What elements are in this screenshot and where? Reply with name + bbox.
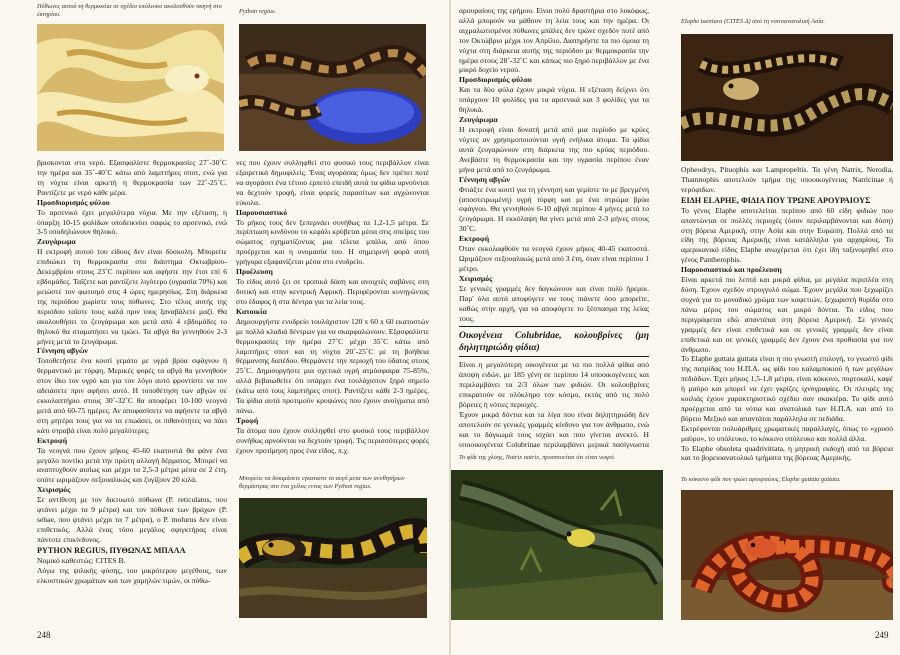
left-column-2 <box>236 158 429 468</box>
section-heading: Ζευγάρωμα <box>459 115 498 125</box>
photo-elaphe-taeniura <box>681 34 893 161</box>
section-heading: Χειρισμός <box>459 273 493 283</box>
photo-corn-snake <box>681 490 893 620</box>
paragraph: Λόγω της ψιλικής φύσης, του μικρότερου μεγέθους, των ελκυστικών χρωμάτων και των χαμηλών τιμών, οι πύθω- <box>37 565 227 585</box>
paragraph: Τα νεογνά που έχουν μήκος 45-60 εκατοστά θα φάνε ένα μεγάλο ποντίκι μετά την πρώτη αλλαγή δέρματος. Μπορεί να αναπτυχθούν αισίως και μέχρι τα 2,5-3 μέτρα μέσα σε 2 έτη, οπότε ωριμάζουν σεξουαλικώς και ζυγίζουν 20 κιλά. <box>37 445 227 485</box>
caption-corn-snake: Το κόκκινο φίδι που τρώει αρουραίους, Elaphe guttata guttata. <box>681 476 841 483</box>
paragraph: Σε γενικές γραμμές δεν δαγκώνουν και είναι πολύ ήρεμοι. Παρ' όλα αυτά αποφύγετε να τους πιάνετε όσο μπορείτε, καθώς στην αρχή, για να αποφύγετε το ξέσπασμα της λείας τους. <box>459 283 649 323</box>
right-column-1 <box>459 6 649 451</box>
photo-yellow-python <box>37 24 224 151</box>
paragraph: αρουραίους της ερήμου. Είναι πολύ δραστήρια στο λυκόφως, αλλά μπορούν να μάθουν τη λεία τους και την ημέρα. Οι αιχμαλωτισμένοι πύθωνες μπάλες δεν τρώνε σχεδόν ποτέ από τον Οκτώβριο μέχρι τον Απρίλιο. Διατηρήστε τα πιο όμοια τη νύχτα στη διάρκεια αυτής της περιόδου με θερμοκρασία την ημέρα στους 28˚-32˚C και κάπως πιο ξηρό περιβάλλον με ένα μικρό δοχείο νερού. <box>459 6 649 75</box>
paragraph: Και τα δύο φύλα έχουν μικρά νύχια. Η εξέταση δείχνει ότι υπάρχουν 10 φολίδες για τα αρσενικά και 3 φολίδες για τα θηλυκά. <box>459 85 649 115</box>
paragraph: Τα άτομα που έχουν συλληφθεί στο φυσικό τους περιβάλλον συνήθως αρνούνται να δεχτούν τροφή. Τις περισσότερες φορές έχουν προτίμηση προς ένα είδος, π.χ. <box>236 425 429 455</box>
paragraph: Δημιουργήστε ενυδρείο τουλάχιστον 120 x 60 x 60 εκατοστών με πολλά κλαδιά δέντρων για να σκαρφαλώνουν. Εξασφαλίστε θερμοκρασίες την ημέρα 27˚C μέχρι 35˚C κάτω από λαμπτήρες σποτ και τη νύχτα 20˚-25˚C με τη βοήθεια θέρμανσης δαπέδου. Θερμάνετε την περιοχή του ύδατος στους 25˚C. Δημιουργήστε μια σχετικά υγρή ατμόσφαιρα 75-85%, αλλά βεβαιωθείτε ότι υπάρχει ένα τουλάχιστον ξηρό σημείο (κάτω από τους λαμπτήρες σποτ). Ραντίζετε κάθε 2-3 ημέρες. Τα φίδια αυτά προτιμούν κρυψώνες που έχουν ανοίγματα από πάνω. <box>236 316 429 415</box>
paragraph: Τοποθετήστε ένα κουτί γεμάτο με υγρά βρύα σφάγνου ή θερμαντικό με τύρφη. Μερικές φορές τα αβγά θα γεννηθούν στον ίδιο τον υγρό και για τον λόγο αυτό φροντίστε να τον αδειάσετε πριν αφήσει αυτό. Η τοποθέτηση των αβγών σε εκκολαπτήριο στους 30˚-32˚C θα αποφέρει 10-100 νεογνά μετά από 60-75 ημέρες. Αν αποφασίσετε να αφήσετε τα αβγά στη μητέρα τους για να τα επωάσει, οι πιθανότητες να πάει κάτι στραβά είναι πολύ μεγαλύτερες. <box>37 356 227 435</box>
paragraph: Το είδος αυτό ζει σε τροπικά δάση και ανοιχτές σαβάνες στη δυτική και στην κεντρική Αφρική. Περιφέρονται κυνηγώντας στο έδαφος ή στα δέντρα για τα λεία τους. <box>236 277 429 306</box>
paragraph: Νομικό καθεστώς: CITES B. <box>37 555 126 565</box>
paragraph: Φτιάξτε ένα κουτί για τη γέννηση και γεμίστε το με βρεγμένη (αποστειρωμένη) υγρή τύρφη και με ένα στρώμα βρύα σφάγνου. Θα γεννηθούν 6-10 αβγά περίπου 4 μήνες μετά το ζευγάρωμα. Η εκκόλαψη θα γίνει μετά από 2-3 μήνες στους 30˚C. <box>459 184 649 234</box>
section-heading: Προέλευση <box>236 267 273 277</box>
caption-bottom: Μπορείτε να δοκιμάσετε εγκαταστε το αυγό μετα των ανυθητήρων θερμάστρας στο ένα χείλος εντος των Python regius. <box>239 475 405 490</box>
paragraph: Έχουν μικρά δόντια και τα λίγα που είναι δηλητηριώδη δεν αποτελούν σε γενικές γραμμές κίνδυνο για τον άνθρωπο, ενώ και το δάγκωμά τους ισχύει και που γίνεται ανεκτό. Η υποοικογένεια Colubrinae περιλαμβάνει μερικά πασίγνωστα <box>459 410 649 449</box>
family-heading: Οικογένεια Colubridae, κολουβρίνες (μη δηλητηριώδη φίδια) <box>459 330 649 353</box>
section-heading: Προσδιορισμός φύλου <box>37 197 110 207</box>
photo-grass-snake <box>451 470 663 620</box>
section-heading: Γέννηση αβγών <box>459 174 510 184</box>
photo-python-head <box>239 498 427 618</box>
section-heading: Παρουσιαστικό <box>236 207 288 217</box>
paragraph: Το αρσενικό έχει μεγαλύτερα νύχια. Με την εξέταση, η ύπαρξη 10-15 φολίδων υποδεικνύει σαφώς το αρσενικό, ενώ 3-5 υποδηλώνουν θηλυκό. <box>37 207 227 237</box>
paragraph: Είναι η μεγαλύτερη οικογένεια με τα πιο πολλά φίδια από άποψη ειδών, με 185 γένη σε περίπου 14 υποοικογένειες και περιλαμβάνει τα 2/3 όλων των φιδιών. Οι κολουβρίνες επικρατούν σε ολόκληρο τον κόσμο, εκτός από τις πολύ βόρειες ή νότιες περιοχές. <box>459 360 649 410</box>
right-page <box>451 0 900 655</box>
paragraph: Όταν εκκολαφθούν τα νεογνά έχουν μήκος 40-45 εκατοστά. Ωριμάζουν σεξουαλικώς μετά από 3 έτη, όταν είναι περίπου 1 μέτρο. <box>459 244 649 273</box>
divider <box>459 326 649 327</box>
paragraph: Είναι αρκετά πιο λεπτά και μικρά φίδια, με μεγάλα περιπλέα στη δύση. Έχουν σχεδόν στρογγυλό σώμα. Έχουν μεγάλα που ξεχωρίζει συχνά για το μοναδικό χρώμα των καφετιών, ξεχωριστή θυρίδα στο πάνω μέρος του σώματος και μικρό δόντια. Το είδος που περιγράφεται εδώ απαντάται στη βόρεια Αμερική. Σε γενικές γραμμές δεν είναι επιθετικά και σε γενικές γραμμές δεν είναι επιθετικά και σε γενικές γραμμές δεν έχουν ένα προθιασία για τον άνθρωπο. <box>681 275 893 354</box>
left-column-1 <box>37 158 227 623</box>
section-heading: Γέννηση αβγών <box>37 346 88 356</box>
right-column-2 <box>681 165 893 473</box>
paragraph: νες που έχουν συλληφθεί στο φυσικό τους περιβάλλον είναι εξαιρετικά δημοφιλείς. Ένας αγοράσας όμως δεν πρέπει ποτέ να αγοράσει ένα τέτοιο ερπετό επειδή αυτά τα φίδια αρνούνται να δεχτούν τροφή, είναι φορείς παρασίτων και αγχώνονται εύκολα. <box>236 158 429 207</box>
photo-ball-python-bowl <box>239 24 426 151</box>
caption-grass-snake: Το φίδι της χλόης, Natrix natrix, προσποιείται ότι είναι νεκρό. <box>459 454 616 461</box>
section-heading: Τροφή <box>236 415 259 425</box>
section-heading: Εκτροφή <box>459 234 490 244</box>
section-heading: Παρουσιαστικό και προέλευση <box>681 265 782 275</box>
section-heading: Χειρισμός <box>37 485 71 495</box>
page-number-right: 249 <box>875 630 889 640</box>
paragraph: Η εκτροφή αυτού του είδους δεν είναι δύσκολη. Μπορείτε επιδιώκει τη θερμοκρασία στο διάστημα Οκτωβρίου-Δεκεμβρίου στους 23˚C περίπου και αφήστε την έτσι επί 6 εβδομάδες. Ταΐζετε και ραντίζετε λιγότερο (υγρασία 70%) και μειώστε τον φωτισμό στις 4 ώρες ημερησίως. Στη διάρκεια της περιόδου χωρίστε τους πύθωνες. Στο τέλος αυτής της περιόδου ταΐστε τους καλά πριν τους ξαναβάλετε μαζί. Θα ακολουθήσει το ζευγάρωμα και μετά από 4 εβδομάδες το θηλυκό θα σταματήσει να τρώει. Τα αβγά θα γεννηθούν 2-3 μήνες μετά το ζευγάρωμα. <box>37 247 227 346</box>
paragraph: Το γένος Elaphe αποτελείται περίπου από 60 είδη φιδιών που απαντώνται σε πολλές περιοχές (όσον περιλαμβάνονται και δύση) στη βόρεια Αμερική, στην Ασία και στην Ευρώπη. Πολλά από τα είδη της βόρειας Αμερικής είναι κατάλληλα για αρχαρίους. Το αμερικανικό είδος Elaphe ανωχέρεται ότι έχει ίδη ταξινομηθεί στο γένος Pantherophis. <box>681 205 893 265</box>
paragraph: Το μήκος τους δεν ξεπερνάει συνήθως τα 1,2-1,5 μέτρα. Σε περίπτωση κινδύνου το κεφάλι κρύβεται μέσα στις σπείρες του σώματος σχηματίζοντας μια τέλεια μπάλα, από όπου προέρχεται και η ονομασία του. Η σημειρινή φορά αυτή γρήγορα εξαφανίζεται μέσα στο ενυδρείο. <box>236 217 429 267</box>
paragraph: Σε αντίθεση με τον δικτυωτό πύθωνα (P. reticulatus, που φτάνει μέχρι τα 9 μέτρα) και τον πύθωνα των βράχων (P. sebae, που φτάνει μέχρι τα 7 μέτρα), ο P. molurus δεν είναι επιθετικός. Αλλά ένας τόσο μεγάλος σφιγκτήρας είναι πάντοτε επικίνδυνος. <box>37 495 227 544</box>
divider <box>459 356 649 357</box>
paragraph: Το Elaphe obsoleta quadrivittata, η μητρική εκδοχή από τα βόρεια και το βορειοανατολικό τμήματα της βόρειας Αμερικής. <box>681 443 893 463</box>
paragraph: Εκτρέφονται πολυάριθμες χρωματικές παραλλαγές, όπως το «χρυσό μαύρο», το υπόλευκο, το κόκκινο υπόλευκο και πολλά άλλα. <box>681 423 893 443</box>
caption-top-left: Πύθωνες αυτού τη θερμοκόια σε σχέδιο υπόλευκο ακολουθούν σκηνή στο έκτηρίου. <box>37 3 222 18</box>
paragraph: Opheodrys, Pituophis και Lampropeltis. Τα γένη Natrix, Nerodia, Thamnophis αποτελούν τμήμα της υποοικογένειας Natricinae ή νερόφιδων. <box>681 165 893 194</box>
section-heading: Κατοικία <box>236 306 267 316</box>
section-heading: Ζευγάρωμα <box>37 237 76 247</box>
paragraph: Η εκτροφή είναι δυνατή μετά από μια περίοδο με κρύες νύχτες αν χρησιμοποιούνται υγιή ενήλικα άτομα. Τα φίδια αυτά ζευγαρώνουν στη διάρκεια της πιο κρύας περιόδου. Ανεβάστε τη θερμοκρασία και την υγρασία περίπου έναν μήνα μετά από το ζευγάρωμα. <box>459 125 649 174</box>
paragraph: Το Elaphe guttata guttata είναι η πιο γνωστή επιλογή, το γνωστό φίδι της πατρίδας του Η.Π.Α. ως φίδι του καλαμποκιού ή των μεγάλων πεδιάδων. Έχει μήκος 1,5-1,8 μέτρα, είναι κόκκινο, πορτοκαλί, καφέ ή μαύρο και μπορεί να έχει γκρίζες ιχνογραφίες. Οι πλευρές της κοιλιάς έχουν χαρακτηριστικό σχέδιο σαν σκακιέρα. Το φίδι αυτό προέρχεται από τα νότια και ανατολικά των Η.Π.Α. και από το βόρειο Μεξικό και απαντάται παράλληλα σε πεδιάδα. <box>681 354 893 423</box>
section-heading: Εκτροφή <box>37 435 68 445</box>
genus-heading: ΕΙΔΗ ELAPHE, ΦΙΔΙΑ ΠΟΥ ΤΡΩΝΕ ΑΡΟΥΡΑΙΟΥΣ <box>681 195 871 205</box>
species-heading: PYTHON REGIUS, ΠΥΘΩΝΑΣ ΜΠΑΛΑ <box>37 545 186 555</box>
paragraph: βρισκονται στο νερό. Εξασφαλίστε θερμοκρασίες 27˚-30˚C την ημέρα και 35˚-40˚C κάτω από λαμπτήρες σποτ, ενώ για τη νύχτα είναι αρκετή η θερμοκρασία των 22˚-25˚C. Ραντίζετε με νερό κάθε μέρα. <box>37 158 227 197</box>
left-page <box>0 0 449 655</box>
caption-top-right: Python regius. <box>239 8 277 15</box>
page-number-left: 248 <box>37 630 51 640</box>
section-heading: Προσδιορισμός φύλου <box>459 75 532 85</box>
caption-elaphe-taeniura: Elaphe taeniura (CITES Δ) από τη νοτιοανατολική Ασία. <box>681 18 825 25</box>
